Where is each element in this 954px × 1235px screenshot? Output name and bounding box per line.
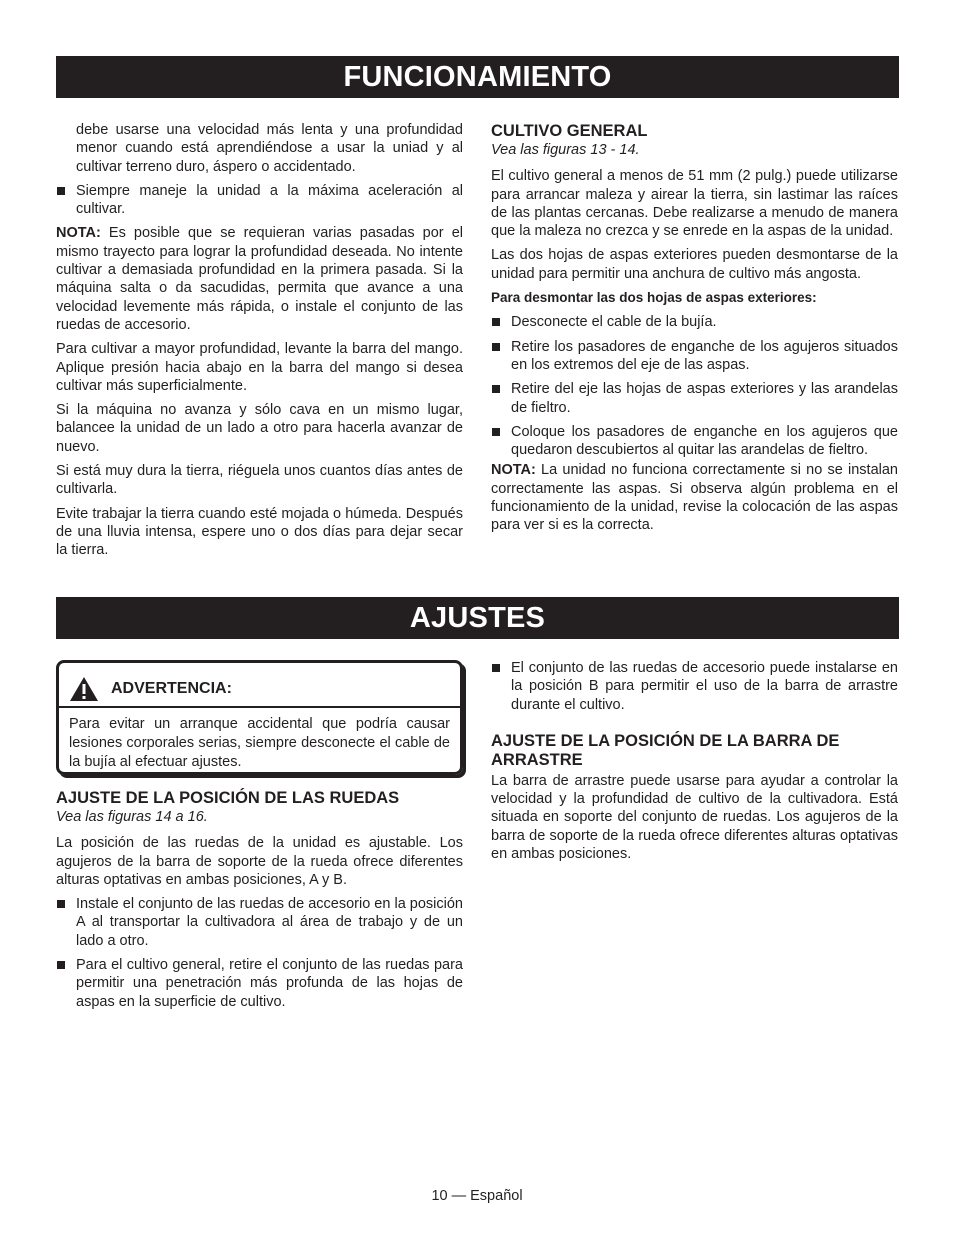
ruedas-heading: AJUSTE DE LA POSICIÓN DE LAS RUEDAS (56, 789, 400, 807)
subheading: Para desmontar las dos hojas de aspas exteriores: (491, 290, 817, 306)
list-item: Coloque los pasadores de enganche en los agujeros que quedaron descubiertos al quitar las arandelas de fieltro. (491, 423, 898, 460)
paragraph: Si la máquina no avanza y sólo cava en un mismo lugar, balancee la unidad de un lado a otro para hacerla avanzar de nuevo. (56, 402, 463, 455)
warning-header (69, 676, 232, 702)
figure-reference: Vea las figuras 14 a 16. (56, 809, 208, 825)
warning-title: ADVERTENCIA: (111, 680, 232, 697)
square-bullet-icon (57, 961, 65, 969)
funcionamiento-right-column (491, 122, 898, 541)
square-bullet-icon (57, 900, 65, 908)
square-bullet-icon (492, 318, 500, 326)
barra-arrastre-heading: AJUSTE DE LA POSICIÓN DE LA BARRA DE ARRASTRE (491, 731, 840, 769)
note-paragraph: NOTA: La unidad no funciona correctamente si no se instalan correctamente las aspas. Si observa algún problema en el funcionamiento de la unidad, revise la colocación de las aspas para ver si es la correcta. (491, 462, 898, 534)
square-bullet-icon (492, 664, 500, 672)
list-item: El conjunto de las ruedas de accesorio puede instalarse en la posición B para permitir el uso de la barra de arrastre durante el cultivo. (491, 659, 898, 714)
list-item: Siempre maneje la unidad a la máxima aceleración al cultivar. (56, 182, 463, 219)
list-item: Retire del eje las hojas de aspas exteriores y las arandelas de fieltro. (491, 380, 898, 417)
cultivo-general-heading: CULTIVO GENERAL (491, 122, 648, 140)
warning-triangle-icon (69, 676, 99, 702)
funcionamiento-left-column (56, 121, 463, 566)
list-item: Instale el conjunto de las ruedas de accesorio en la posición A al transportar la cultivadora al área de trabajo y de un lado a otro. (56, 895, 463, 950)
square-bullet-icon (492, 428, 500, 436)
square-bullet-icon (57, 187, 65, 195)
square-bullet-icon (492, 385, 500, 393)
paragraph: debe usarse una velocidad más lenta y una profundidad menor cuando está aprendiéndose a usar la uniad y al cultivar terreno duro, áspero o accidentado. (76, 122, 463, 175)
warning-box (56, 660, 463, 775)
section-title-funcionamiento: FUNCIONAMIENTO (56, 56, 899, 98)
list-item: Retire los pasadores de enganche de los agujeros situados en los extremos del eje de las aspas. (491, 338, 898, 375)
paragraph: La posición de las ruedas de la unidad es ajustable. Los agujeros de la barra de soporte de la rueda ofrece diferentes alturas optativas en ambas posiciones, A y B. (56, 835, 463, 888)
paragraph: El cultivo general a menos de 51 mm (2 pulg.) puede utilizarse para arrancar maleza y airear la tierra, sin lastimar las raíces de las plantas cercanas. Debe realizarse a menudo de manera que la maleza no crezca y se enrede en la aspas de la unidad. (491, 168, 898, 240)
list-item: Desconecte el cable de la bujía. (491, 313, 898, 331)
square-bullet-icon (492, 343, 500, 351)
paragraph: La barra de arrastre puede usarse para ayudar a controlar la velocidad y la profundidad de cultivo de la cultivadora. Está situada en soporte del conjunto de ruedas. Los agujeros de la barra de soporte de la rueda ofrece diferentes alturas optativas en ambas posiciones. (491, 772, 898, 863)
figure-reference: Vea las figuras 13 - 14. (491, 142, 640, 158)
ajustes-left-column (56, 789, 463, 1017)
note-paragraph: NOTA: Es posible que se requieran varias pasadas por el mismo trayecto para lograr la profundidad deseada. No intente cultivar a demasiada profundidad en la primera pasada. Si la máquina salta o da sacudidas, permita que avance a una velocidad levemente más rápida, o instale el conjunto de las ruedas de accesorio. (56, 225, 463, 333)
paragraph: Las dos hojas de aspas exteriores pueden desmontarse de la unidad para permitir una anchura de cultivo más angosta. (491, 247, 898, 282)
list-item: Para el cultivo general, retire el conjunto de las ruedas para permitir una penetración más profunda de las hojas de aspas en la superficie de cultivo. (56, 956, 463, 1011)
paragraph: Para cultivar a mayor profundidad, levante la barra del mango. Aplique presión hacia abajo en la barra del mango si desea cultivar más superficialmente. (56, 341, 463, 394)
paragraph: Evite trabajar la tierra cuando esté mojada o húmeda. Después de una lluvia intensa, espere uno o dos días para dejar secar la tierra. (56, 505, 463, 559)
section-title-ajustes: AJUSTES (56, 597, 899, 639)
ajustes-right-column (491, 659, 898, 869)
divider (59, 706, 460, 708)
paragraph: Si está muy dura la tierra, riéguela unos cuantos días antes de cultivarla. (56, 463, 463, 498)
warning-text: Para evitar un arranque accidental que podría causar lesiones corporales serias, siempre desconecte el cable de la bujía al efectuar ajustes. (69, 716, 450, 770)
page-footer: 10 — Español (431, 1188, 523, 1204)
